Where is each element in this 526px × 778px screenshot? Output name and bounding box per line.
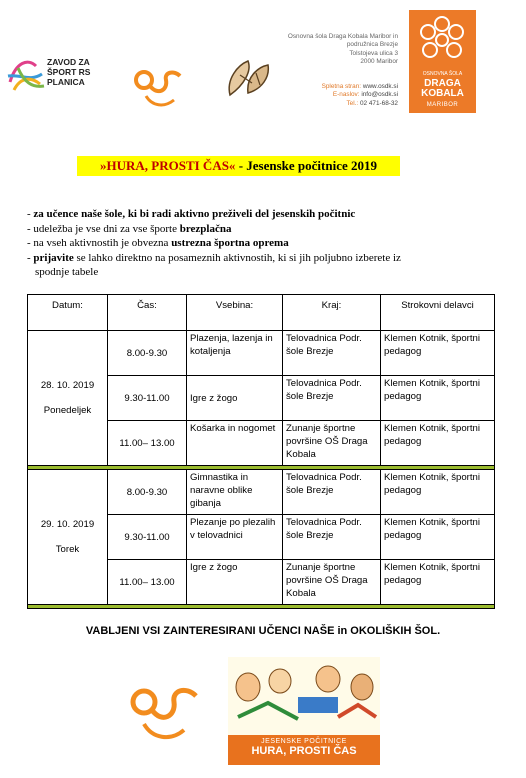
bullet-equipment-bold: ustrezna športna oprema [171, 237, 289, 249]
activity-cell: Igre z žogo [187, 376, 283, 421]
day-cell [28, 470, 108, 605]
hura-prosti-cas-logo-bottom [118, 658, 210, 748]
separator-bar [28, 605, 495, 609]
poster-line2: HURA, PROSTI ČAS [251, 745, 357, 757]
place-cell: Telovadnica Podr. šole Brezje [283, 376, 381, 421]
poster-line1: JESENSKE POČITNICE [261, 738, 347, 745]
day-separator [28, 605, 495, 609]
staff-cell: Klemen Kotnik, športni pedagog [381, 376, 495, 421]
leaves-logo [222, 55, 274, 101]
holiday-poster [228, 657, 380, 765]
day-date: 29. 10. 2019 [40, 519, 95, 530]
email-label: E-naslov: [332, 91, 360, 99]
activity-cell: Gimnastika in naravne oblike gibanja [187, 470, 283, 515]
header-staff: Strokovni delavci [381, 295, 495, 331]
bullet-target-text: za učence naše šole, ki bi radi aktivno preživeli del jesenskih počitnic [33, 208, 356, 220]
school-logo-line2 [409, 79, 476, 99]
day-name: Torek [55, 544, 80, 555]
place-cell: Telovadnica Podr. šole Brezje [283, 331, 381, 376]
bullet-dash: - [27, 251, 34, 264]
activity-cell: Košarka in nogomet [187, 421, 283, 466]
day-name: Ponedeljek [43, 405, 92, 416]
school-contact [280, 83, 398, 108]
school-name: Osnovna šola Draga Kobala Maribor in podružnica Brezje [287, 33, 398, 49]
header-date: Datum: [28, 295, 108, 331]
activity-cell: Igre z žogo [187, 560, 283, 605]
time-cell: 9.30-11.00 [108, 515, 187, 560]
school-logo-line3: MARIBOR [426, 102, 459, 108]
place-cell: Telovadnica Podr. šole Brezje [283, 515, 381, 560]
bullet-signup-continued: spodnje tabele [35, 266, 99, 278]
email-link[interactable]: info@osdk.si [361, 91, 398, 99]
place-cell: Telovadnica Podr. šole Brezje [283, 470, 381, 515]
zavod-line-2: ŠPORT RS [47, 67, 91, 77]
zavod-planica-text [47, 57, 127, 87]
bullet-free-bold: brezplačna [179, 222, 232, 235]
school-city: 2000 Maribor [360, 58, 398, 66]
phone-label: Tel.: [346, 99, 359, 107]
bullet-equipment [27, 236, 497, 251]
page-title [77, 156, 400, 176]
time-cell: 11.00– 13.00 [108, 421, 187, 466]
website-link[interactable]: www.osdk.si [362, 83, 398, 90]
website-label: Spletna stran: [321, 83, 362, 90]
school-logo [409, 10, 476, 113]
time-cell: 8.00-9.30 [108, 331, 187, 376]
activity-cell: Plezanje po plezalih v telovadnici [187, 515, 283, 560]
hura-prosti-cas-logo-top [128, 50, 190, 114]
place-cell: Zunanje športne površine OŠ Draga Kobala [283, 560, 381, 605]
title-holiday: - Jesenske počitnice 2019 [235, 158, 377, 173]
staff-cell: Klemen Kotnik, športni pedagog [381, 560, 495, 605]
zavod-line-3: PLANICA [47, 77, 85, 87]
time-cell: 8.00-9.30 [108, 470, 187, 515]
table-header-row [28, 295, 495, 331]
staff-cell: Klemen Kotnik, športni pedagog [381, 515, 495, 560]
school-logo-kobala: KOBALA [421, 88, 464, 99]
header-place: Kraj: [283, 295, 381, 331]
bullet-signup [27, 251, 497, 266]
staff-cell: Klemen Kotnik, športni pedagog [381, 421, 495, 466]
activity-cell: Plazenja, lazenja in kotaljenja [187, 331, 283, 376]
time-cell: 9.30-11.00 [108, 376, 187, 421]
poster-caption [228, 735, 380, 765]
header-activity: Vsebina: [187, 295, 283, 331]
invitation-message: VABLJENI VSI ZAINTERESIRANI UČENCI NAŠE in OKOLIŠKIH ŠOL. [85, 625, 441, 637]
bullet-signup-bold: prijavite [33, 251, 74, 264]
bullet-free [27, 222, 497, 237]
bullet-free-text: - udeležba je vse dni za vse športe [27, 222, 180, 235]
schedule-table [27, 294, 495, 609]
bullet-signup-text: se lahko direktno na posameznih aktivnostih, ki si jih poljubno izberete iz [73, 251, 401, 264]
school-logo-line1: OSNOVNA ŠOLA [422, 71, 463, 77]
info-bullets [27, 207, 497, 280]
title-program: »HURA, PROSTI ČAS« [100, 158, 236, 173]
school-logo-draga: DRAGA [424, 78, 461, 89]
place-cell: Zunanje športne površine OŠ Draga Kobala [283, 421, 381, 466]
bullet-dash: - [27, 208, 34, 220]
phone-value: 02 471-68-32 [359, 99, 398, 107]
staff-cell: Klemen Kotnik, športni pedagog [381, 331, 495, 376]
day-date: 28. 10. 2019 [40, 380, 95, 391]
bullet-equipment-text: - na vseh aktivnostih je obvezna [27, 237, 172, 249]
staff-cell: Klemen Kotnik, športni pedagog [381, 470, 495, 515]
table-row [28, 331, 495, 376]
bullet-target [27, 207, 497, 222]
table-row [28, 470, 495, 515]
school-address [280, 33, 398, 67]
time-cell: 11.00– 13.00 [108, 560, 187, 605]
school-street: Tolstojeva ulica 3 [349, 49, 398, 57]
header-time: Čas: [108, 295, 187, 331]
zavod-line-1: ZAVOD ZA [47, 57, 90, 67]
day-cell [28, 331, 108, 466]
